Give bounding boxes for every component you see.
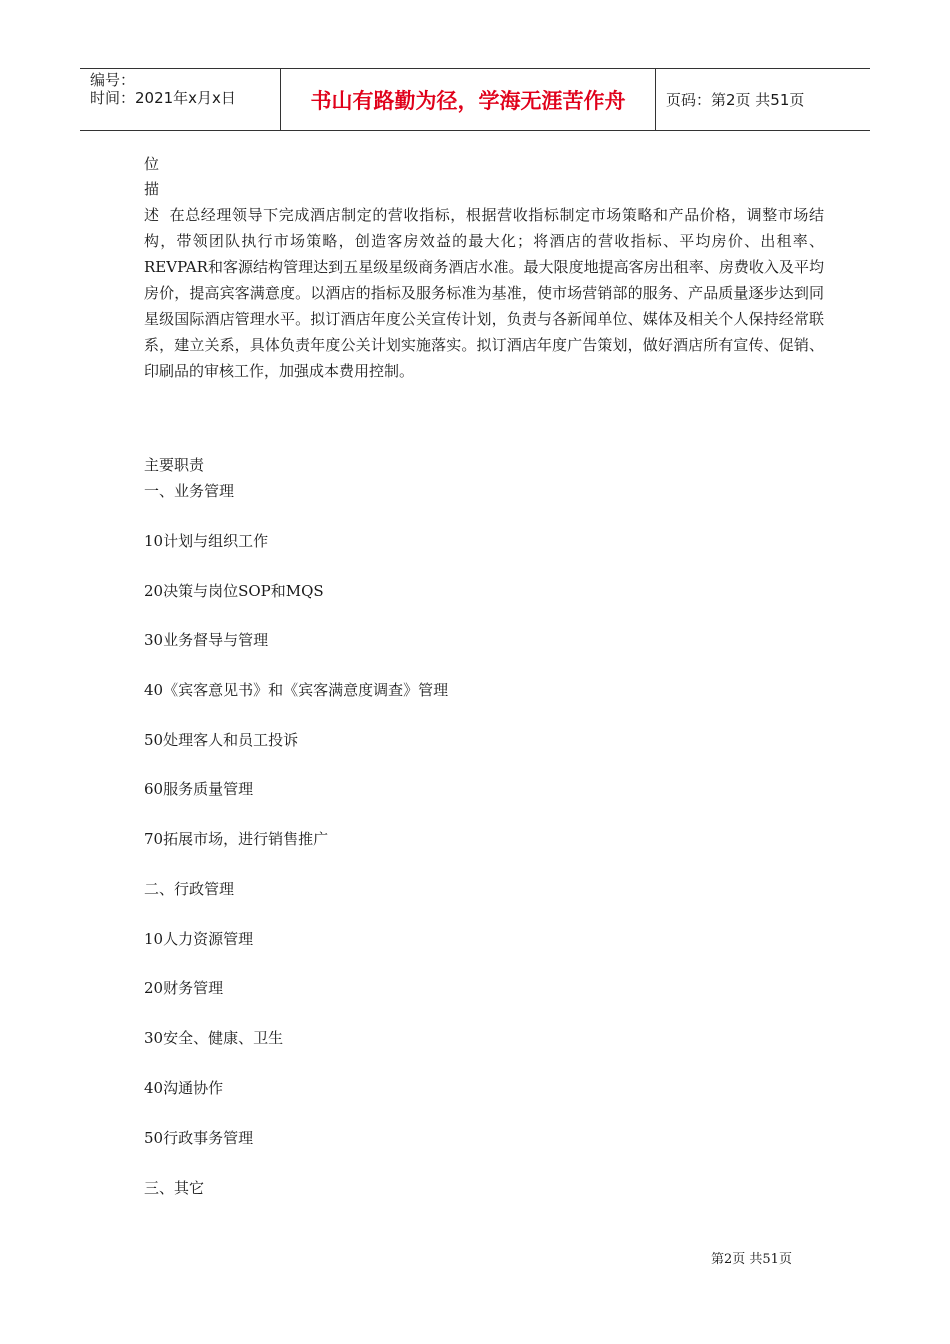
duty-item: 40《宾客意见书》和《宾客满意度调查》管理 xyxy=(144,681,449,699)
duty-item: 20决策与岗位SOP和MQS xyxy=(144,582,324,600)
description-label-char-2: 描 xyxy=(144,180,160,198)
duty-item: 40沟通协作 xyxy=(144,1079,224,1097)
header-meta xyxy=(80,69,281,130)
duty-item: 20财务管理 xyxy=(144,979,224,997)
duty-item: 50处理客人和员工投诉 xyxy=(144,731,299,749)
duty-heading: 一、业务管理 xyxy=(144,482,235,500)
duty-item: 70拓展市场，进行销售推广 xyxy=(144,830,329,848)
header-page-number: 页码：第2页 共51页 xyxy=(666,91,805,109)
duty-item: 30业务督导与管理 xyxy=(144,631,269,649)
page-header xyxy=(80,68,870,131)
description-label-char-1: 位 xyxy=(144,155,160,173)
document-number-label: 编号： xyxy=(90,71,136,89)
duty-item: 10计划与组织工作 xyxy=(144,532,269,550)
description-paragraph xyxy=(144,202,824,384)
duty-heading: 三、其它 xyxy=(144,1179,205,1197)
duties-title: 主要职责 xyxy=(144,456,205,474)
document-time-label: 时间：2021年x月x日 xyxy=(90,89,236,107)
duty-item: 30安全、健康、卫生 xyxy=(144,1029,284,1047)
duty-item: 50行政事务管理 xyxy=(144,1129,254,1147)
duty-item: 10人力资源管理 xyxy=(144,930,254,948)
header-motto: 书山有路勤为径，学海无涯苦作舟 xyxy=(281,69,656,130)
job-description-section xyxy=(144,152,824,384)
page-footer: 第2页 共51页 xyxy=(711,1252,792,1267)
duty-item: 60服务质量管理 xyxy=(144,780,254,798)
description-label-char-3: 述 xyxy=(144,206,160,224)
description-text: 在总经理领导下完成酒店制定的营收指标，根据营收指标制定市场策略和产品价格，调整市场结构，带领团队执行市场策略，创造客房效益的最大化；将酒店的营收指标、平均房价、出租率、REVPAR和客源结构管理达到五星级星级商务酒店水准。最大限度地提高客房出租率、房费收入及平均房价，提高宾客满意度。以酒店的指标及服务标准为基准，使市场营销部的服务、产品质量逐步达到同星级国际酒店管理水平。拟订酒店年度公关宣传计划，负责与各新闻单位、媒体及相关个人保持经常联系，建立关系，具体负责年度公关计划实施落实。拟订酒店年度广告策划，做好酒店所有宣传、促销、印刷品的审核工作，加强成本费用控制。 xyxy=(144,206,824,380)
duty-heading: 二、行政管理 xyxy=(144,880,235,898)
